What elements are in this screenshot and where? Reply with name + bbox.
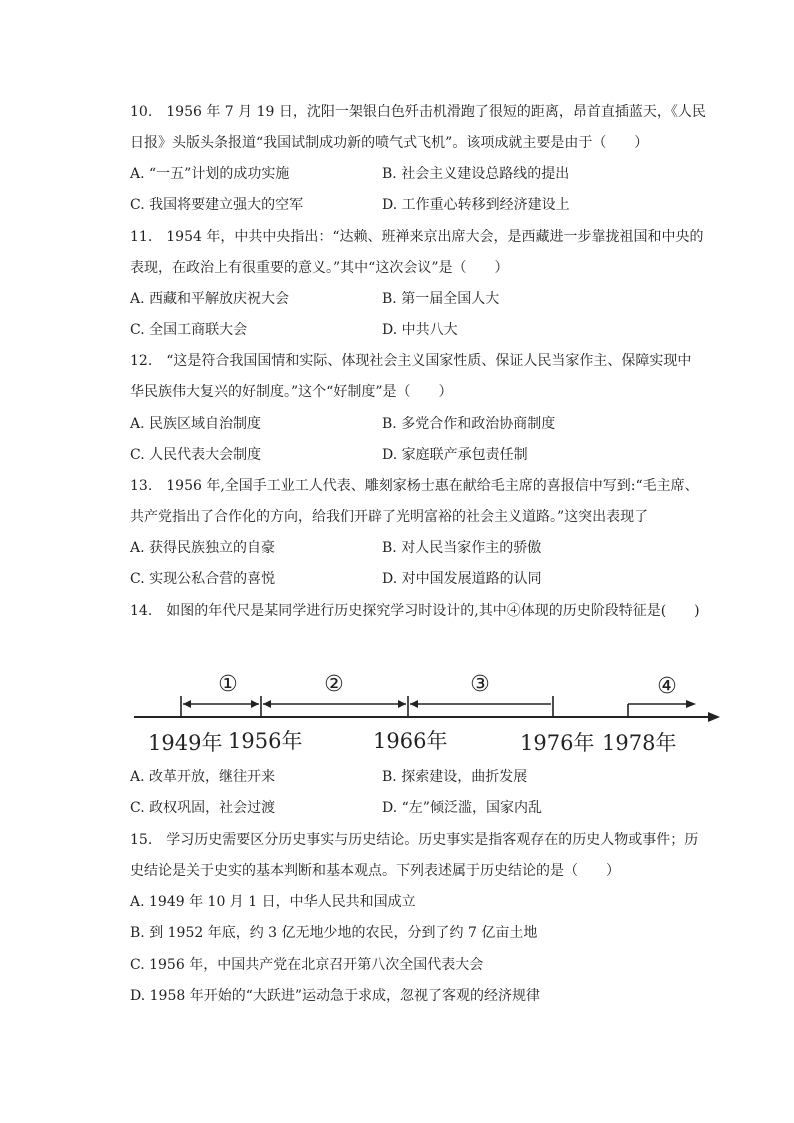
- q15-option-c[interactable]: C. 1956 年，中国共产党在北京召开第八次全国代表大会: [130, 957, 484, 973]
- q14-option-b[interactable]: B. 探索建设，曲折发展: [382, 769, 528, 785]
- q13-option-a[interactable]: A. 获得民族独立的自豪: [130, 540, 276, 556]
- segment-1-left-arrow: [183, 700, 191, 708]
- q14-option-a[interactable]: A. 改革开放，继往开来: [130, 769, 276, 785]
- q10-stem-line-1: 10. 1956 年 7 月 19 日，沈阳一架银白色歼击机滑跑了很短的距离，昂首直插蓝天，《人民: [130, 104, 706, 120]
- q15-stem-line-1: 15. 学习历史需要区分历史事实与历史结论。历史事实是指客观存在的历史人物或事件；历: [130, 832, 699, 848]
- q12-option-a[interactable]: A. 民族区域自治制度: [130, 416, 262, 432]
- q10-option-b[interactable]: B. 社会主义建设总路线的提出: [382, 166, 570, 182]
- q13-option-c[interactable]: C. 实现公私合营的喜悦: [130, 571, 276, 587]
- q14-option-c[interactable]: C. 政权巩固，社会过渡: [130, 800, 276, 816]
- segment-2-right-arrow: [398, 700, 406, 708]
- q11-stem-line-2: 表现，在政治上有很重要的意义。”其中“这次会议”是（ ）: [130, 260, 509, 276]
- segment-1-number: ①: [218, 672, 238, 697]
- segment-1-right-arrow: [251, 700, 259, 708]
- q11-option-b[interactable]: B. 第一届全国人大: [382, 291, 500, 307]
- timeline-figure: [130, 660, 730, 760]
- year-label-1976: 1976年: [520, 731, 595, 755]
- q11-option-c[interactable]: C. 全国工商联大会: [130, 322, 248, 338]
- q11-option-a[interactable]: A. 西藏和平解放庆祝大会: [130, 291, 290, 307]
- timeline-axis-arrowhead: [708, 712, 720, 722]
- year-label-1949: 1949年: [148, 731, 223, 755]
- q12-option-d[interactable]: D. 家庭联产承包责任制: [382, 447, 528, 463]
- q14-stem-line-1: 14. 如图的年代尺是某同学进行历史探究学习时设计的,其中④体现的历史阶段特征是( ): [130, 603, 700, 619]
- q13-stem-line-2: 共产党指出了合作化的方向，给我们开辟了光明富裕的社会主义道路。”这突出表现了: [130, 509, 649, 525]
- q15-option-b[interactable]: B. 到 1952 年底，约 3 亿无地少地的农民，分到了约 7 亿亩土地: [130, 925, 538, 941]
- segment-2-left-arrow: [263, 700, 271, 708]
- q12-option-b[interactable]: B. 多党合作和政治协商制度: [382, 416, 556, 432]
- q13-stem-line-1: 13. 1956 年,全国手工业工人代表、雕刻家杨士惠在献给毛主席的喜报信中写到:“毛主席、: [130, 478, 699, 494]
- q12-option-c[interactable]: C. 人民代表大会制度: [130, 447, 262, 463]
- q10-option-d[interactable]: D. 工作重心转移到经济建设上: [382, 197, 570, 213]
- q12-stem-line-1: 12. “这是符合我国国情和实际、体现社会主义国家性质、保证人民当家作主、保障实现中: [130, 353, 692, 369]
- segment-2-number: ②: [324, 672, 344, 697]
- segment-4-arrow: [686, 700, 696, 708]
- q15-option-d[interactable]: D. 1958 年开始的“大跃进”运动急于求成，忽视了客观的经济规律: [130, 988, 541, 1004]
- q11-option-d[interactable]: D. 中共八大: [382, 322, 458, 338]
- segment-3-number: ③: [470, 672, 490, 697]
- q12-stem-line-2: 华民族伟大复兴的好制度。”这个“好制度”是（ ）: [130, 384, 453, 400]
- q15-option-a[interactable]: A. 1949 年 10 月 1 日，中华人民共和国成立: [130, 894, 416, 910]
- timeline-svg: [130, 660, 730, 760]
- q13-option-d[interactable]: D. 对中国发展道路的认同: [382, 571, 542, 587]
- year-label-1966: 1966年: [373, 729, 448, 753]
- year-label-1978: 1978年: [602, 731, 677, 755]
- q10-option-a[interactable]: A. “一五”计划的成功实施: [130, 166, 290, 182]
- q11-stem-line-1: 11. 1954 年，中共中央指出：“达赖、班禅来京出席大会，是西藏进一步靠拢祖国和中央的: [130, 229, 704, 245]
- q10-stem-line-2: 日报》头版头条报道“我国试制成功新的喷气式飞机”。该项成就主要是由于（ ）: [130, 135, 649, 151]
- segment-4-number: ④: [657, 674, 677, 699]
- q13-option-b[interactable]: B. 对人民当家作主的骄傲: [382, 540, 542, 556]
- q10-option-c[interactable]: C. 我国将要建立强大的空军: [130, 197, 304, 213]
- q14-option-d[interactable]: D. “左”倾泛滥，国家内乱: [382, 800, 542, 816]
- year-label-1956: 1956年: [228, 729, 303, 753]
- q15-stem-line-2: 史结论是关于史实的基本判断和基本观点。下列表述属于历史结论的是（ ）: [130, 863, 620, 879]
- segment-3-left-arrow: [410, 700, 418, 708]
